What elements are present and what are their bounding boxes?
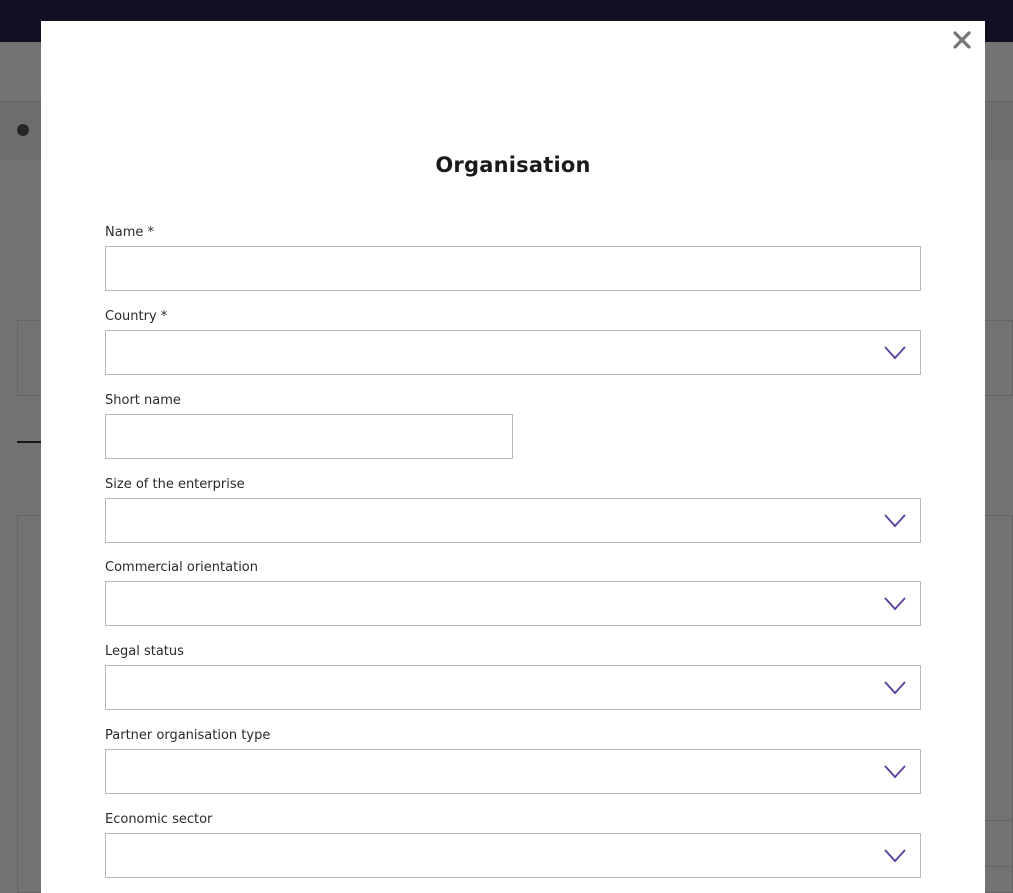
chevron-down-icon bbox=[884, 344, 906, 362]
partner-type-label: Partner organisation type bbox=[105, 728, 271, 743]
economic-sector-field bbox=[105, 811, 921, 878]
legal-select[interactable] bbox=[105, 665, 921, 710]
size-select[interactable] bbox=[105, 498, 921, 543]
legal-label: Legal status bbox=[105, 644, 184, 659]
short-name-label: Short name bbox=[105, 393, 181, 408]
name-label: Name * bbox=[105, 225, 154, 240]
commercial-label: Commercial orientation bbox=[105, 560, 258, 575]
name-field bbox=[105, 224, 921, 291]
size-field bbox=[105, 476, 921, 543]
country-select[interactable] bbox=[105, 330, 921, 375]
legal-field bbox=[105, 643, 921, 710]
short-name-input[interactable] bbox=[106, 415, 512, 458]
partner-type-field bbox=[105, 727, 921, 794]
name-input-box[interactable] bbox=[105, 246, 921, 291]
country-field bbox=[105, 308, 921, 375]
chevron-down-icon bbox=[884, 595, 906, 613]
size-label: Size of the enterprise bbox=[105, 477, 245, 492]
modal-title: Organisation bbox=[435, 153, 591, 177]
partner-type-select[interactable] bbox=[105, 749, 921, 794]
chevron-down-icon bbox=[884, 763, 906, 781]
commercial-field bbox=[105, 559, 921, 626]
chevron-down-icon bbox=[884, 679, 906, 697]
chevron-down-icon bbox=[884, 512, 906, 530]
commercial-select[interactable] bbox=[105, 581, 921, 626]
close-button[interactable] bbox=[950, 28, 974, 52]
name-input[interactable] bbox=[106, 247, 920, 290]
close-icon bbox=[950, 28, 974, 52]
short-name-field bbox=[105, 392, 513, 459]
country-label: Country * bbox=[105, 309, 168, 324]
chevron-down-icon bbox=[884, 847, 906, 865]
economic-sector-label: Economic sector bbox=[105, 812, 213, 827]
economic-sector-select[interactable] bbox=[105, 833, 921, 878]
organisation-modal bbox=[41, 21, 985, 893]
short-name-input-box[interactable] bbox=[105, 414, 513, 459]
